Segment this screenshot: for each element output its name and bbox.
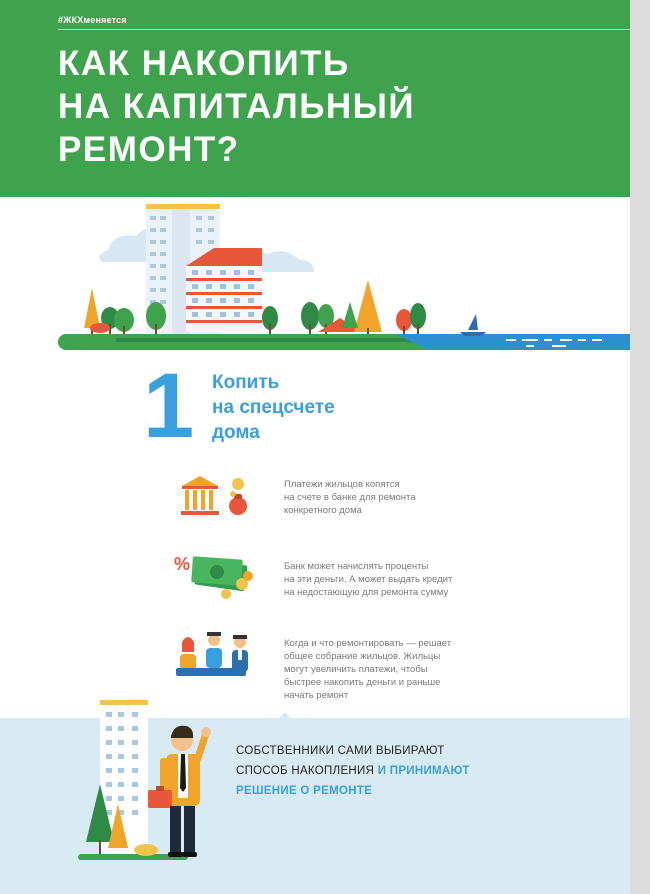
hashtag: #ЖКХменяется [58,15,127,25]
item-text-line: на эти деньги. А может выдать кредит [284,574,453,585]
conclusion-line-2 [236,761,470,781]
item-text [284,637,451,702]
item-text-line: Банк может начислять проценты [284,561,429,572]
header-banner [0,0,630,197]
item-text-line: могут увеличить платежи, чтобы [284,664,428,675]
step-title [212,370,335,445]
header-divider [58,29,630,30]
band-notch [278,712,292,719]
businessman-illustration [76,692,246,867]
item-text-line: начать ремонт [284,690,349,701]
page-title [58,42,415,171]
title-line: РЕМОНТ? [58,130,240,169]
city-illustration [56,200,630,360]
svg-text:%: % [174,554,191,574]
item-text-line: Когда и что ремонтировать — решает [284,638,452,649]
step-title-line: Копить [212,372,280,393]
conclusion-line-1: СОБСТВЕННИКИ САМИ ВЫБИРАЮТ [236,745,445,757]
step-title-line: на спецсчете [212,397,335,418]
bank-icon [176,474,256,520]
conclusion-plain: СПОСОБ НАКОПЛЕНИЯ [236,765,378,777]
conclusion-text [236,741,470,801]
step-number: 1 [143,355,195,457]
conclusion-accent: И ПРИНИМАЮТ [377,765,470,777]
item-text [284,478,416,517]
item-text [284,560,452,599]
title-line: НА КАПИТАЛЬНЫЙ [58,87,416,126]
money-percent-icon [172,550,258,602]
page-edge [630,0,650,894]
step-title-line: дома [212,422,260,443]
item-text-line: быстрее накопить деньги и раньше [284,677,441,688]
item-text-line: Платежи жильцов копятся [284,479,400,490]
item-text-line: общее собрание жильцов. Жильцы [284,651,441,662]
residents-meeting-icon [174,630,264,682]
item-text-line: на счете в банке для ремонта [284,492,416,503]
item-text-line: конкретного дома [284,505,362,516]
conclusion-line-3: РЕШЕНИЕ О РЕМОНТЕ [236,785,373,797]
item-text-line: на недостающую для ремонта сумму [284,587,449,598]
title-line: КАК НАКОПИТЬ [58,44,350,83]
